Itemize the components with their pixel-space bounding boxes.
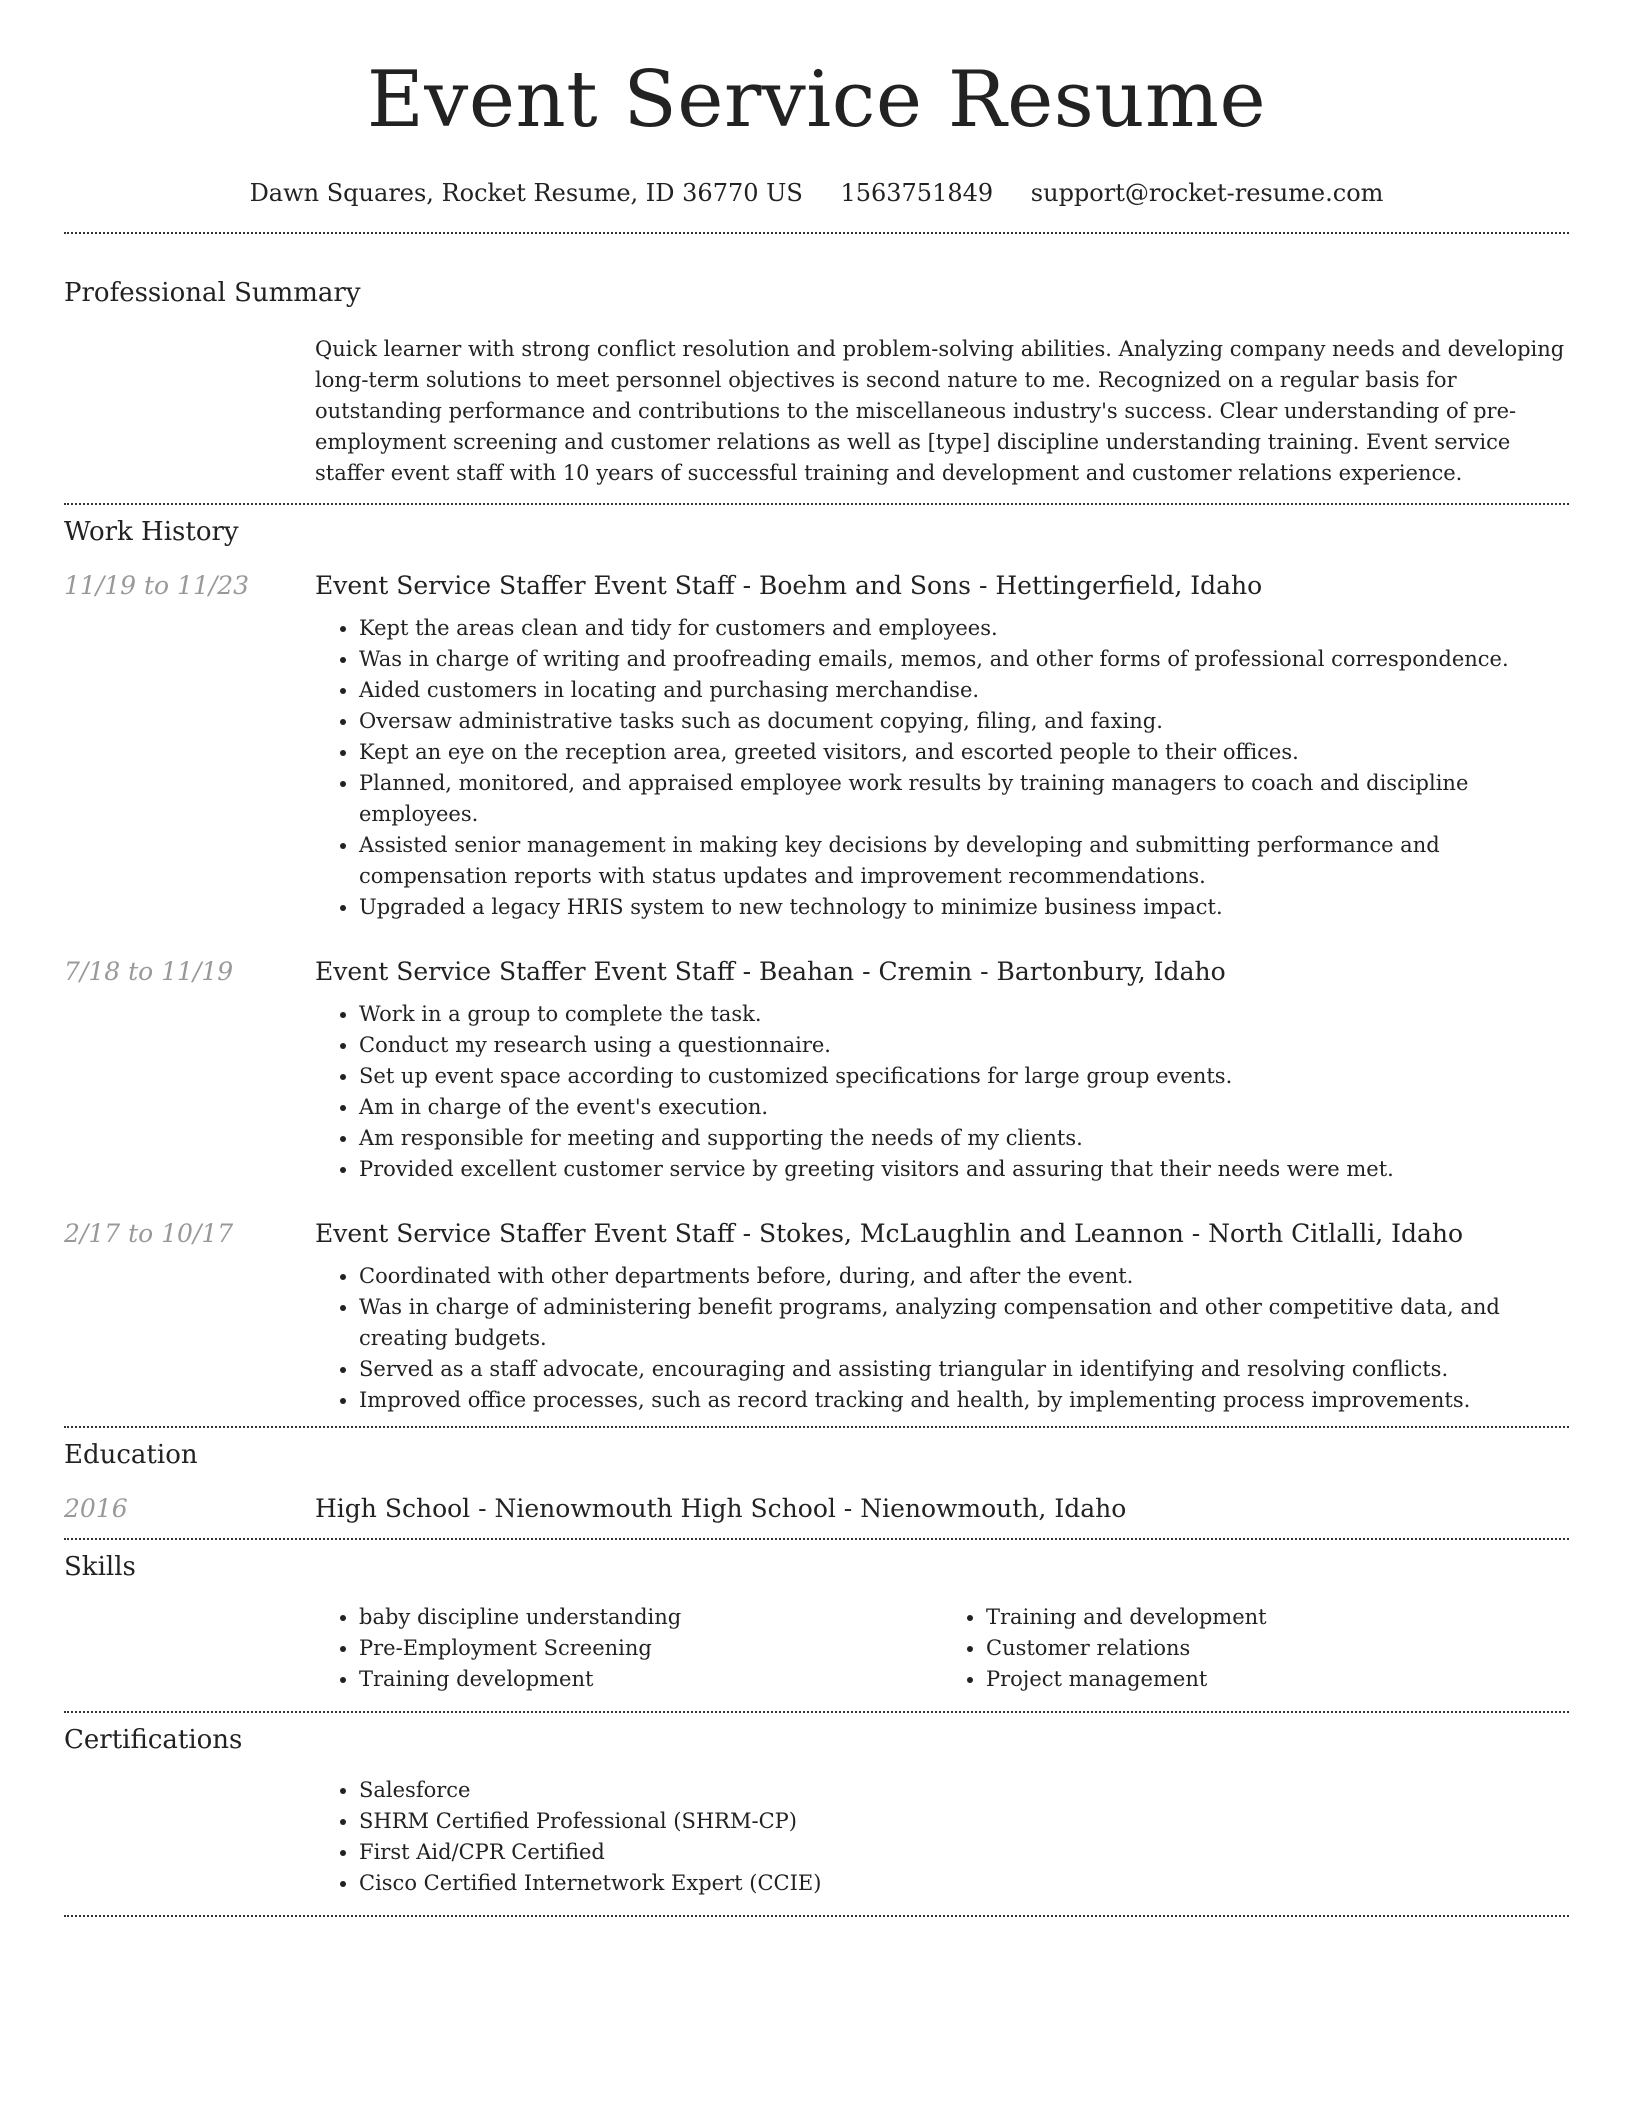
certifications-content [315, 1775, 1569, 1899]
list-item: • Assisted senior management in making key decisions by developing and submitting performance and compensation reports with status updates and improvement recommendations. [359, 830, 1569, 892]
job-title: Event Service Staffer Event Staff - Boehm and Sons - Hettingerfield, Idaho [315, 571, 1263, 600]
job-bullets [315, 1261, 1569, 1416]
list-item: • First Aid/CPR Certified [359, 1837, 1569, 1868]
skills-heading: Skills [64, 1552, 136, 1582]
list-item: • Coordinated with other departments before, during, and after the event. [359, 1261, 1569, 1292]
list-item: • Work in a group to complete the task. [359, 999, 1569, 1030]
job-bullets [315, 613, 1569, 923]
job-entry [64, 1217, 1569, 1416]
list-item: • Oversaw administrative tasks such as document copying, filing, and faxing. [359, 706, 1569, 737]
divider [64, 1711, 1569, 1713]
list-item: • Was in charge of writing and proofreading emails, memos, and other forms of professional correspondence. [359, 644, 1569, 675]
summary-heading: Professional Summary [64, 278, 361, 308]
list-item: • baby discipline understanding [359, 1602, 942, 1633]
list-item: • Kept an eye on the reception area, greeted visitors, and escorted people to their offices. [359, 737, 1569, 768]
certifications-heading: Certifications [64, 1725, 243, 1755]
job-bullets [315, 999, 1569, 1185]
list-item: • Upgraded a legacy HRIS system to new technology to minimize business impact. [359, 892, 1569, 923]
list-item: • Conduct my research using a questionnaire. [359, 1030, 1569, 1061]
skills-list-right [942, 1602, 1569, 1695]
list-item: • Aided customers in locating and purchasing merchandise. [359, 675, 1569, 706]
skills-grid [315, 1602, 1569, 1695]
divider [64, 1538, 1569, 1540]
list-item: • Improved office processes, such as record tracking and health, by implementing process improvements. [359, 1385, 1569, 1416]
resume-title: Event Service Resume [366, 55, 1267, 145]
list-item: • Planned, monitored, and appraised employee work results by training managers to coach and discipline employees. [359, 768, 1569, 830]
list-item: • Customer relations [986, 1633, 1569, 1664]
divider [64, 232, 1569, 234]
education-year: 2016 [64, 1494, 128, 1523]
list-item: • Provided excellent customer service by greeting visitors and assuring that their needs were met. [359, 1154, 1569, 1185]
list-item: • Project management [986, 1664, 1569, 1695]
job-dates: 2/17 to 10/17 [64, 1219, 234, 1248]
job-dates: 7/18 to 11/19 [64, 957, 234, 986]
list-item: • Am responsible for meeting and supporting the needs of my clients. [359, 1123, 1569, 1154]
list-item: • SHRM Certified Professional (SHRM-CP) [359, 1806, 1569, 1837]
list-item: • Am in charge of the event's execution. [359, 1092, 1569, 1123]
divider [64, 1426, 1569, 1428]
education-entry [64, 1492, 1569, 1526]
list-item: • Training and development [986, 1602, 1569, 1633]
work-history-section [64, 515, 1569, 1416]
job-title: Event Service Staffer Event Staff - Beahan - Cremin - Bartonbury, Idaho [315, 957, 1226, 986]
job-content [315, 569, 1569, 923]
contact-line [64, 176, 1569, 210]
education-heading: Education [64, 1440, 198, 1470]
job-entry [64, 569, 1569, 923]
contact-address: Dawn Squares, Rocket Resume, ID 36770 US [249, 179, 803, 207]
job-entry [64, 955, 1569, 1185]
job-content [315, 955, 1569, 1185]
summary-section [64, 276, 1569, 489]
list-item: • Cisco Certified Internetwork Expert (CCIE) [359, 1868, 1569, 1899]
contact-phone: 1563751849 [840, 179, 994, 207]
list-item: • Kept the areas clean and tidy for customers and employees. [359, 613, 1569, 644]
job-dates: 11/19 to 11/23 [64, 571, 250, 600]
certifications-section [64, 1723, 1569, 1899]
education-title: High School - Nienowmouth High School - Nienowmouth, Idaho [315, 1494, 1127, 1523]
certifications-row [64, 1775, 1569, 1899]
list-item: • Served as a staff advocate, encouraging and assisting triangular in identifying and resolving conflicts. [359, 1354, 1569, 1385]
summary-text: Quick learner with strong conflict resolution and problem-solving abilities. Analyzing company needs and developing long-term solutions to meet personnel objectives is second nature to me. Recognized on a regular basis for outstanding performance and contributions to the miscellaneous industry's success. Clear understanding of pre-employment screening and customer relations as well as [type] discipline understanding training. Event service staffer event staff with 10 years of successful training and development and customer relations experience. [315, 337, 1565, 485]
divider [64, 503, 1569, 505]
skills-section [64, 1550, 1569, 1695]
job-content [315, 1217, 1569, 1416]
certifications-list [315, 1775, 1569, 1899]
skills-list-left [315, 1602, 942, 1695]
list-item: • Salesforce [359, 1775, 1569, 1806]
list-item: • Pre-Employment Screening [359, 1633, 942, 1664]
list-item: • Was in charge of administering benefit programs, analyzing compensation and other competitive data, and creating budgets. [359, 1292, 1569, 1354]
work-history-heading: Work History [64, 517, 239, 547]
education-content [315, 1492, 1569, 1526]
skills-row [64, 1602, 1569, 1695]
contact-email: support@rocket-resume.com [1030, 179, 1384, 207]
list-item: • Set up event space according to customized specifications for large group events. [359, 1061, 1569, 1092]
education-section [64, 1438, 1569, 1526]
list-item: • Training development [359, 1664, 942, 1695]
job-title: Event Service Staffer Event Staff - Stokes, McLaughlin and Leannon - North Citlalli, Idaho [315, 1219, 1464, 1248]
divider [64, 1915, 1569, 1917]
